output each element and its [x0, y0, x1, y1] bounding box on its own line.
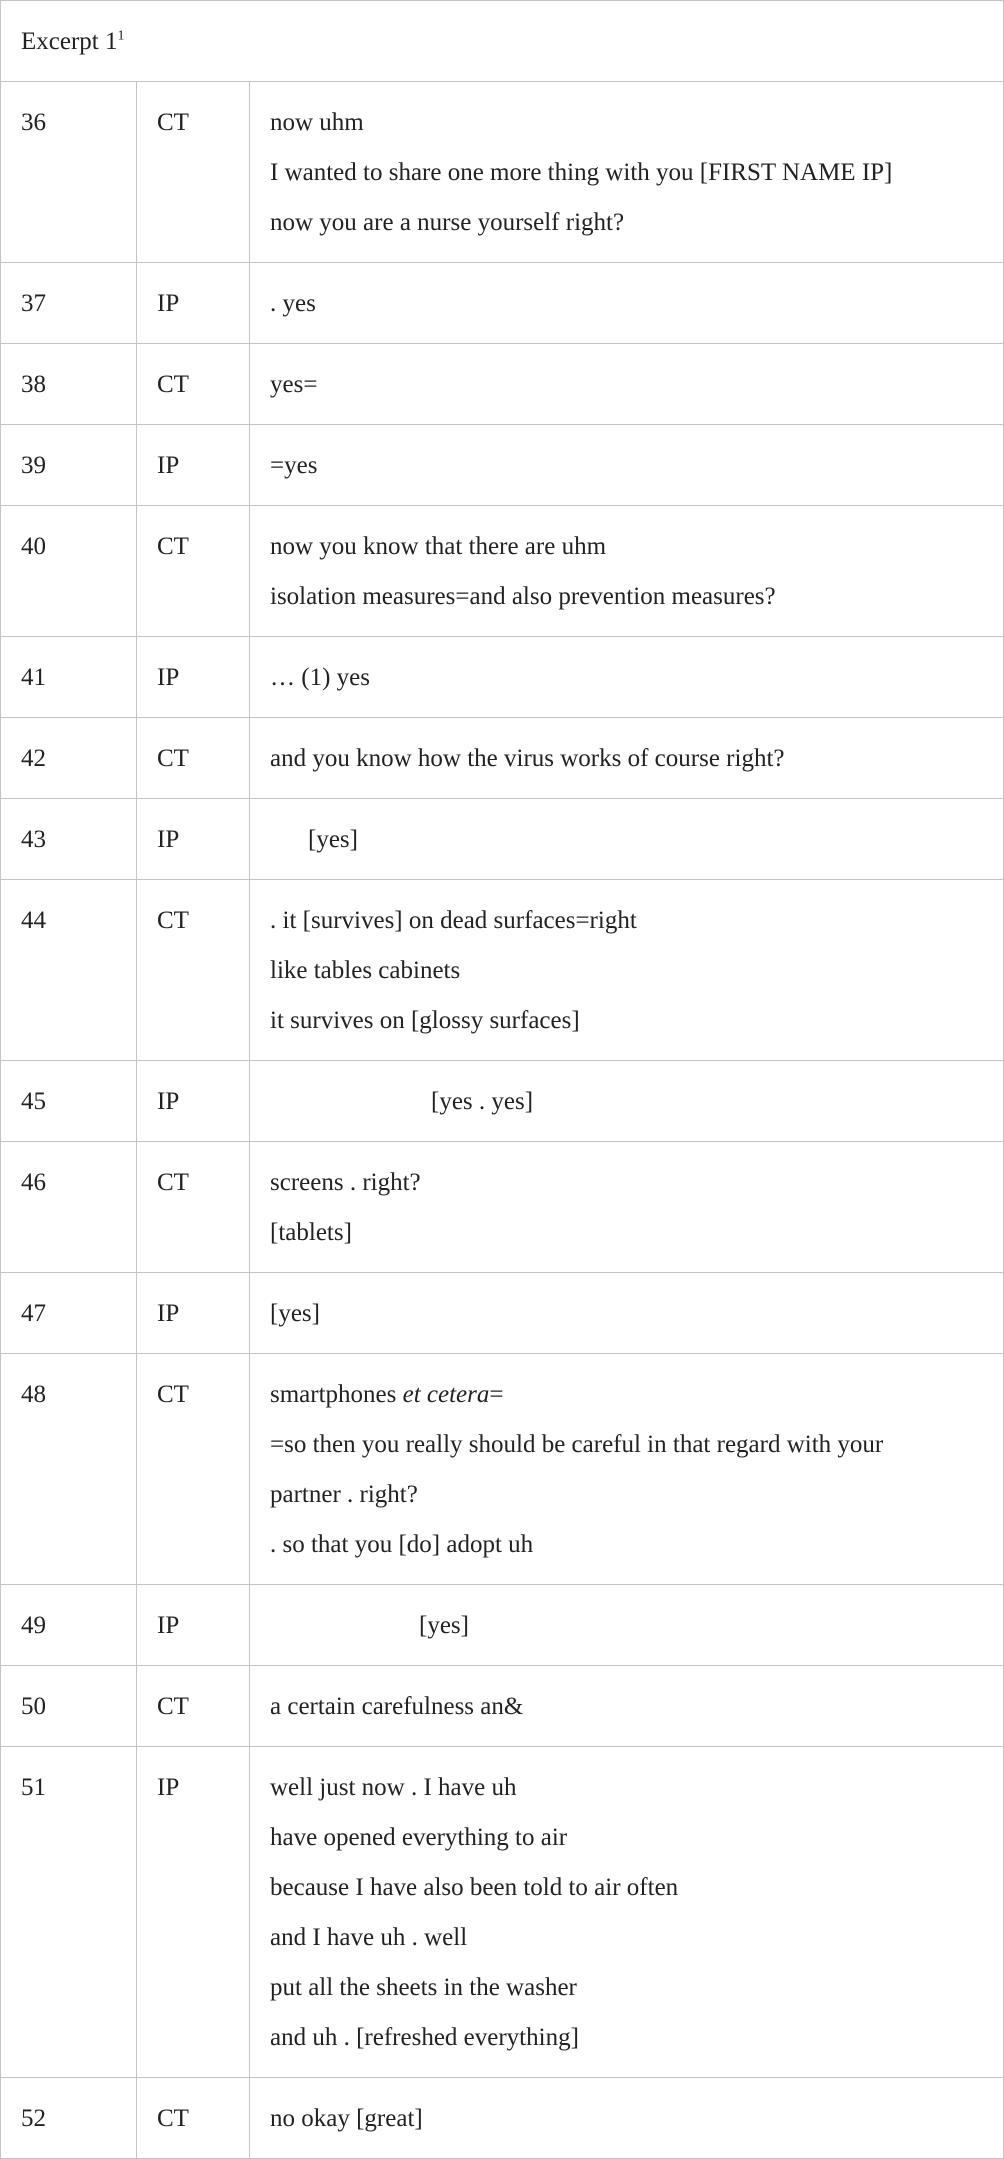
- transcript-row: [1, 1142, 1004, 1273]
- transcript-row: [1, 1061, 1004, 1142]
- transcript-row: [1, 506, 1004, 637]
- utterance-text: . yes: [270, 290, 316, 317]
- utterance-line: [270, 1963, 983, 2013]
- utterance-text: [yes]: [270, 1300, 320, 1327]
- utterance-text: [yes . yes]: [431, 1088, 534, 1115]
- utterance-text: partner . right?: [270, 1481, 418, 1508]
- utterance-text: well just now . I have uh: [270, 1774, 517, 1801]
- utterance-text: because I have also been told to air often: [270, 1874, 679, 1901]
- utterance-line: [270, 896, 983, 946]
- speaker-code: IP: [137, 1273, 250, 1354]
- speaker-code: IP: [137, 1061, 250, 1142]
- transcript-row: [1, 1747, 1004, 2078]
- speaker-code: CT: [137, 880, 250, 1061]
- utterance-text: no okay [great]: [270, 2105, 423, 2132]
- speaker-code: CT: [137, 82, 250, 263]
- transcript-row: [1, 880, 1004, 1061]
- utterance-text: I wanted to share one more thing with you [FIRST NAME IP]: [270, 159, 893, 186]
- speaker-code: CT: [137, 718, 250, 799]
- transcript-row: [1, 1273, 1004, 1354]
- line-number: 42: [1, 718, 137, 799]
- transcript-row: [1, 425, 1004, 506]
- speaker-code: CT: [137, 1666, 250, 1747]
- utterance-text: . so that you [do] adopt uh: [270, 1531, 534, 1558]
- utterance-text: and I have uh . well: [270, 1924, 468, 1951]
- caption-label: Excerpt 1: [21, 28, 118, 55]
- line-number: 39: [1, 425, 137, 506]
- utterance-text: [yes]: [308, 826, 358, 853]
- utterance-text: a certain carefulness an&: [270, 1693, 524, 1720]
- transcript-row: [1, 718, 1004, 799]
- utterance-cell: [250, 880, 1004, 1061]
- utterance-cell: [250, 1747, 1004, 2078]
- speaker-code: CT: [137, 1142, 250, 1273]
- transcript-row: [1, 263, 1004, 344]
- transcript-row: [1, 2078, 1004, 2159]
- speaker-code: CT: [137, 344, 250, 425]
- utterance-line: [270, 996, 983, 1046]
- utterance-line: [270, 360, 983, 410]
- utterance-text: it survives on [glossy surfaces]: [270, 1007, 580, 1034]
- utterance-cell: [250, 1585, 1004, 1666]
- line-number: 49: [1, 1585, 137, 1666]
- utterance-line: [270, 1420, 983, 1470]
- utterance-cell: [250, 799, 1004, 880]
- utterance-text: =so then you really should be careful in that regard with your: [270, 1431, 884, 1458]
- line-number: 36: [1, 82, 137, 263]
- utterance-line: [270, 1208, 983, 1258]
- utterance-text: have opened everything to air: [270, 1824, 568, 1851]
- line-number: 38: [1, 344, 137, 425]
- utterance-text: screens . right?: [270, 1169, 421, 1196]
- utterance-line: [270, 1158, 983, 1208]
- utterance-cell: [250, 1142, 1004, 1273]
- utterance-text: now you know that there are uhm: [270, 533, 607, 560]
- transcript-row: [1, 1354, 1004, 1585]
- speaker-code: CT: [137, 506, 250, 637]
- utterance-line: [270, 1289, 983, 1339]
- utterance-text: … (1) yes: [270, 664, 370, 691]
- speaker-code: CT: [137, 2078, 250, 2159]
- speaker-code: IP: [137, 799, 250, 880]
- line-number: 45: [1, 1061, 137, 1142]
- utterance-text: [tablets]: [270, 1219, 352, 1246]
- utterance-line: [270, 734, 983, 784]
- line-number: 41: [1, 637, 137, 718]
- speaker-code: IP: [137, 1747, 250, 2078]
- utterance-line: [270, 441, 983, 491]
- utterance-text: like tables cabinets: [270, 957, 461, 984]
- utterance-line: [270, 148, 983, 198]
- line-number: 52: [1, 2078, 137, 2159]
- utterance-line: [270, 572, 983, 622]
- speaker-code: IP: [137, 637, 250, 718]
- utterance-text: . it [survives] on dead surfaces=right: [270, 907, 637, 934]
- transcript-row: [1, 82, 1004, 263]
- utterance-line: [270, 279, 983, 329]
- utterance-cell: [250, 263, 1004, 344]
- utterance-text: put all the sheets in the washer: [270, 1974, 577, 2001]
- utterance-cell: [250, 1354, 1004, 1585]
- utterance-text: isolation measures=and also prevention measures?: [270, 583, 776, 610]
- utterance-line: [270, 815, 983, 865]
- utterance-cell: [250, 82, 1004, 263]
- italic-phrase: et cetera: [402, 1381, 490, 1408]
- excerpt-caption: [1, 1, 1004, 82]
- utterance-cell: [250, 2078, 1004, 2159]
- utterance-text: and you know how the virus works of course right?: [270, 745, 785, 772]
- utterance-line: [270, 1813, 983, 1863]
- utterance-line: [270, 522, 983, 572]
- utterance-line: [270, 1077, 983, 1127]
- transcript-row: [1, 344, 1004, 425]
- utterance-cell: [250, 637, 1004, 718]
- utterance-text: now uhm: [270, 109, 364, 136]
- utterance-line: [270, 1601, 983, 1651]
- utterance-cell: [250, 344, 1004, 425]
- line-number: 40: [1, 506, 137, 637]
- line-number: 47: [1, 1273, 137, 1354]
- utterance-cell: [250, 1273, 1004, 1354]
- utterance-cell: [250, 506, 1004, 637]
- utterance-text: and uh . [refreshed everything]: [270, 2024, 579, 2051]
- transcript-row: [1, 1666, 1004, 1747]
- utterance-line: [270, 2013, 983, 2063]
- line-number: 51: [1, 1747, 137, 2078]
- line-number: 43: [1, 799, 137, 880]
- utterance-text: =yes: [270, 452, 318, 479]
- line-number: 48: [1, 1354, 137, 1585]
- utterance-cell: [250, 1061, 1004, 1142]
- line-number: 44: [1, 880, 137, 1061]
- utterance-line: [270, 1682, 983, 1732]
- speaker-code: IP: [137, 1585, 250, 1666]
- utterance-line: [270, 1470, 983, 1520]
- transcript-row: [1, 799, 1004, 880]
- line-number: 37: [1, 263, 137, 344]
- utterance-line: [270, 653, 983, 703]
- utterance-text: yes=: [270, 371, 318, 398]
- utterance-text: now you are a nurse yourself right?: [270, 209, 625, 236]
- speaker-code: IP: [137, 263, 250, 344]
- utterance-cell: [250, 1666, 1004, 1747]
- speaker-code: CT: [137, 1354, 250, 1585]
- utterance-line: [270, 198, 983, 248]
- utterance-line: [270, 98, 983, 148]
- utterance-cell: [250, 718, 1004, 799]
- caption-footnote-marker: 1: [117, 28, 125, 44]
- utterance-line: [270, 1913, 983, 1963]
- line-number: 46: [1, 1142, 137, 1273]
- utterance-line: [270, 2094, 983, 2144]
- caption-row: [1, 1, 1004, 82]
- utterance-text: smartphones: [270, 1381, 403, 1408]
- line-number: 50: [1, 1666, 137, 1747]
- utterance-text: [yes]: [419, 1612, 469, 1639]
- latching-mark: =: [489, 1381, 504, 1408]
- utterance-line: [270, 1370, 983, 1420]
- utterance-line: [270, 1520, 983, 1570]
- utterance-cell: [250, 425, 1004, 506]
- utterance-line: [270, 1763, 983, 1813]
- utterance-line: [270, 946, 983, 996]
- transcript-row: [1, 1585, 1004, 1666]
- transcript-row: [1, 637, 1004, 718]
- utterance-line: [270, 1863, 983, 1913]
- speaker-code: IP: [137, 425, 250, 506]
